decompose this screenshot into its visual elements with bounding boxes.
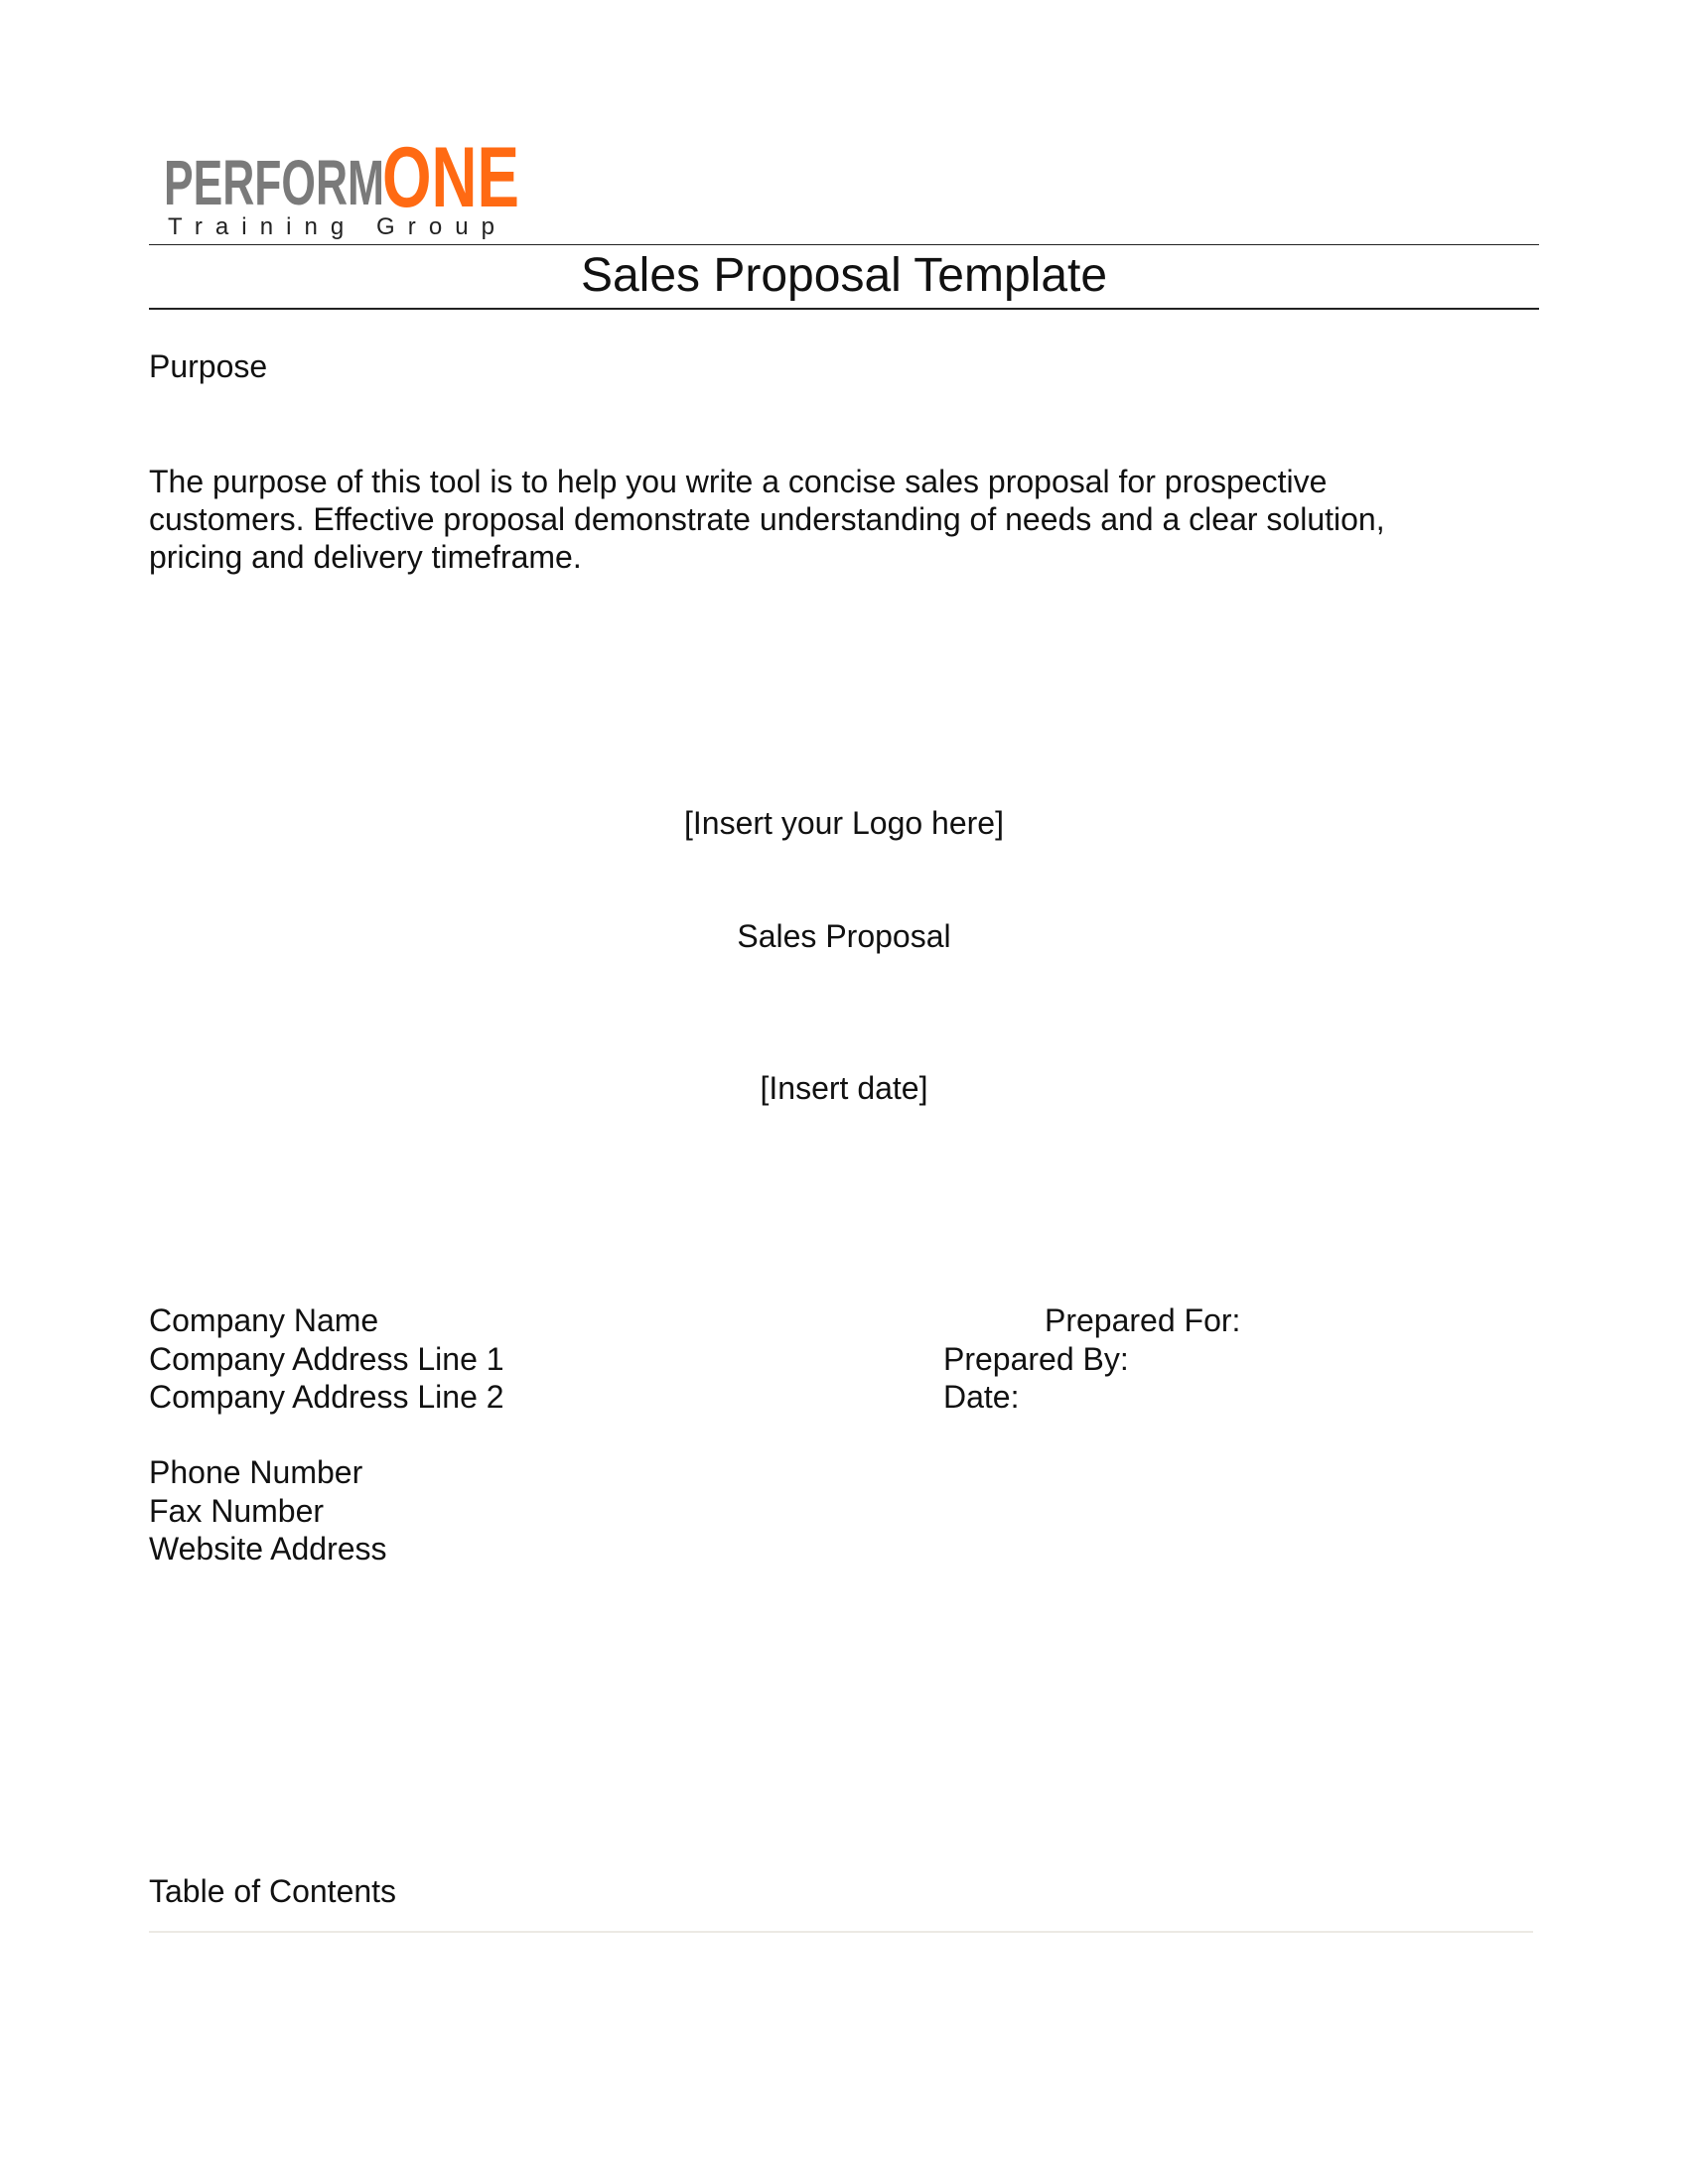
logo-brand-one: ONE: [382, 130, 519, 225]
company-address-block: [149, 1301, 504, 1417]
purpose-line: pricing and delivery timeframe.: [149, 539, 582, 575]
phone-number: Phone Number: [149, 1454, 363, 1490]
purpose-line: customers. Effective proposal demonstrate understanding of needs and a clear solution,: [149, 501, 1385, 537]
logo-placeholder: [Insert your Logo here]: [684, 805, 1004, 841]
logo-brand-perform: PERFORM: [164, 147, 384, 218]
logo-tagline: Training Group: [168, 213, 510, 240]
purpose-line: The purpose of this tool is to help you write a concise sales proposal for prospective: [149, 464, 1328, 499]
table-of-contents-heading: Table of Contents: [149, 1873, 397, 1909]
proposal-title: Sales Proposal: [737, 918, 951, 954]
purpose-paragraph: [149, 463, 1539, 576]
company-address-line-2: Company Address Line 2: [149, 1379, 504, 1415]
header-rule-bottom: [149, 308, 1539, 310]
date-label: Date:: [943, 1379, 1020, 1415]
fax-number: Fax Number: [149, 1492, 325, 1529]
company-address-line-1: Company Address Line 1: [149, 1340, 504, 1377]
website-address: Website Address: [149, 1531, 387, 1567]
purpose-heading: Purpose: [149, 348, 268, 384]
company-contact-block: [149, 1453, 387, 1569]
date-placeholder: [Insert date]: [760, 1070, 928, 1106]
prepared-for-label: Prepared For:: [1045, 1302, 1241, 1338]
company-name: Company Name: [149, 1302, 379, 1338]
prepared-by-label: Prepared By:: [943, 1341, 1129, 1377]
perform-one-logo: [151, 99, 528, 240]
table-of-contents-rule: [149, 1931, 1533, 1933]
document-title: Sales Proposal Template: [580, 249, 1108, 302]
